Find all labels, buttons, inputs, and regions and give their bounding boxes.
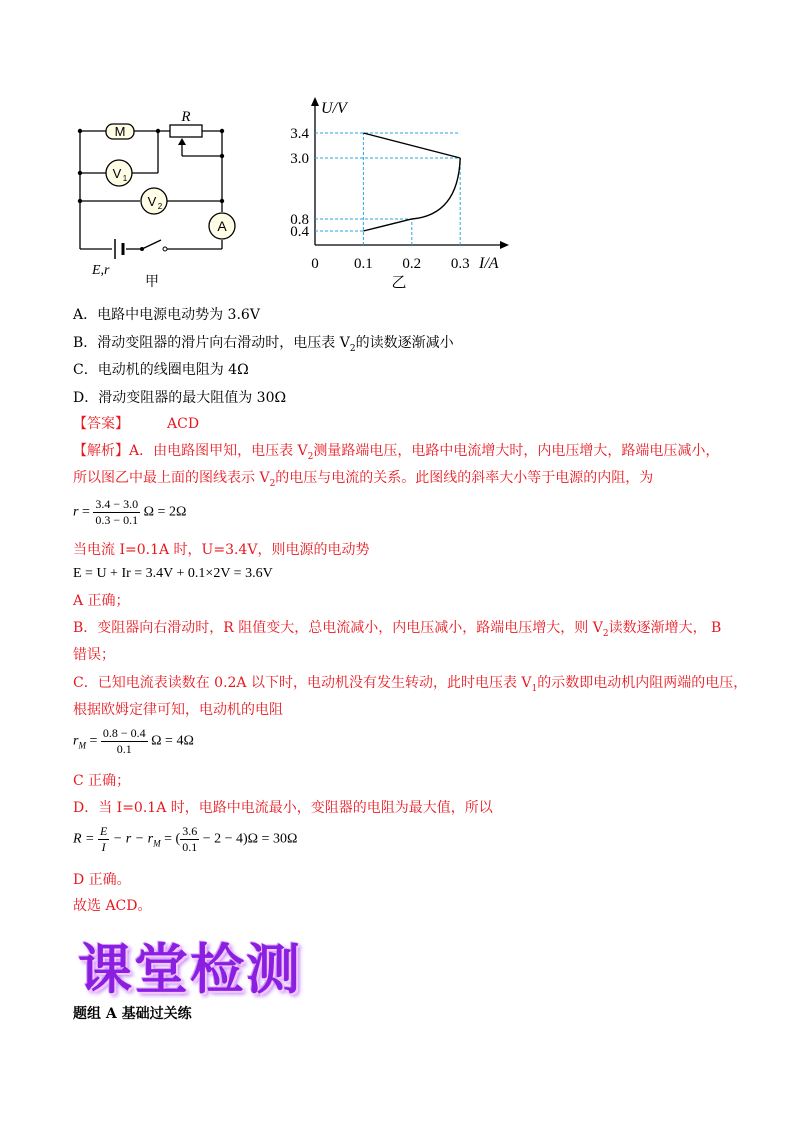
equation-emf: E = U + Ir = 3.4V + 0.1×2V = 3.6V: [73, 566, 273, 581]
analysis-l2-sub: 2: [269, 478, 276, 489]
analysis-l7-post: 的示数即电动机内阻两端的电压，: [537, 675, 748, 691]
tick-labels: [290, 126, 469, 272]
answer-value: ACD: [167, 416, 200, 432]
analysis-line-2: [73, 468, 653, 494]
analysis-l7-pre: C．已知电流表读数在 0.2A 以下时，电动机没有发生转动，此时电压表 V: [73, 675, 532, 691]
analysis-l1-post: 测量路端电压，电路中电流增大时，内电压增大，路端电压减小，: [313, 443, 720, 459]
option-b-text: B．滑动变阻器的滑片向右滑动时，电压表 V: [73, 335, 350, 351]
grid-lines: [315, 133, 460, 245]
rheostat-box: [170, 125, 202, 137]
analysis-line-6: 错误；: [73, 647, 115, 663]
eq1-denominator: 0.3 − 0.1: [95, 513, 139, 527]
eq4-rhs: − 2 − 4)Ω = 30Ω: [202, 831, 298, 847]
slider-arrow-icon: [178, 138, 186, 145]
voltmeter-v2-symbol: [141, 188, 167, 214]
analysis-l7-sub: 1: [531, 683, 538, 694]
equation-max-rheostat: [73, 824, 297, 855]
eq3-fraction: [101, 726, 148, 757]
analysis-line-11: D 正确。: [73, 872, 131, 888]
option-c: C．电动机的线圈电阻为 4Ω: [73, 362, 249, 378]
section-title: 题组 A 基础过关练: [73, 1006, 192, 1022]
eq4-lhs: R =: [73, 831, 95, 847]
analysis-line-12: 故选 ACD。: [73, 898, 152, 914]
eq4-f1-denominator: I: [101, 840, 106, 854]
v2-sub-label: 2: [157, 202, 163, 211]
analysis-l1-pre: 【解析】A．由电路图甲知，电压表 V: [73, 443, 308, 459]
equation-internal-resistance: r = $\frac{3.4 - 3.0}{0.3 - 0.1}$ Ω = 2Ω: [73, 497, 187, 527]
ui-graph: [275, 95, 525, 295]
eq4-mid-sub: M: [153, 838, 161, 849]
analysis-line-10: D．当 I=0.1A 时，电路中电流最小，变阻器的电阻为最大值，所以: [73, 800, 493, 816]
analysis-line-8: 根据欧姆定律可知，电动机的电阻: [73, 702, 283, 718]
ammeter-label: A: [217, 218, 227, 234]
x-axis-label: I/A: [479, 255, 499, 272]
eq3-rhs: Ω = 4Ω: [151, 733, 194, 749]
option-a: A．电路中电源电动势为 3.6V: [73, 307, 260, 323]
analysis-line-4: A 正确；: [73, 593, 130, 609]
analysis-l5-pre: B．变阻器向右滑动时，R 阻值变大，总电流减小，内电压减小，路端电压增大，则 V: [73, 620, 603, 636]
option-b: [73, 333, 454, 359]
y-axis-arrow-icon: [311, 97, 319, 106]
eq3-denominator: 0.1: [116, 742, 132, 756]
source-label: E,r: [92, 263, 110, 278]
circuit-caption: 甲: [145, 274, 159, 290]
eq4-fraction-1: [98, 824, 109, 855]
ammeter-symbol: [209, 213, 235, 239]
v2-label: V: [147, 194, 157, 209]
eq3-lhs: r: [73, 733, 79, 749]
series-line-v1: [363, 158, 460, 231]
v1-sub-label: 1: [122, 174, 128, 183]
eq1-lhs: r: [73, 504, 79, 520]
analysis-l5-sub: 2: [602, 628, 609, 639]
y-tick-label: 3.4: [290, 126, 309, 142]
v1-label: V: [112, 166, 122, 181]
origin-label: 0: [311, 256, 319, 272]
eq4-fraction-2: [180, 824, 199, 855]
option-b-text-end: 的读数逐渐减小: [355, 335, 454, 351]
classroom-test-banner: [72, 925, 330, 1001]
y-axis-label: U/V: [321, 100, 347, 117]
analysis-line-7: [73, 673, 747, 699]
analysis-l1-sub: 2: [307, 451, 314, 462]
x-axis-arrow-icon: [500, 241, 509, 249]
motor-symbol: [106, 124, 134, 139]
analysis-line-3: 当电流 I=0.1A 时，U=3.4V，则电源的电动势: [73, 542, 370, 558]
voltmeter-v1-symbol: [106, 160, 132, 186]
option-d: D．滑动变阻器的最大阻值为 30Ω: [73, 390, 287, 406]
resistor-label: R: [181, 109, 191, 125]
eq4-f2-denominator: 0.1: [182, 840, 198, 854]
eq4-mid: − r − r: [112, 831, 154, 847]
eq1-fraction: [93, 497, 140, 528]
y-tick-label: 0.8: [290, 212, 309, 228]
x-tick-label: 0.2: [402, 256, 422, 272]
eq1-rhs: Ω = 2Ω: [143, 504, 187, 520]
eq3-numerator: 0.8 − 0.4: [102, 726, 146, 740]
x-tick-label: 0.3: [450, 256, 470, 272]
analysis-line-5: [73, 618, 721, 644]
answer-line: [73, 414, 199, 434]
series-line-v2: [363, 133, 460, 158]
y-tick-label: 0.4: [290, 224, 309, 240]
analysis-l2-post: 的电压与电流的关系。此图线的斜率大小等于电源的内阻，为: [275, 470, 654, 486]
eq4-f1-numerator: E: [100, 824, 108, 838]
motor-label: M: [114, 124, 126, 139]
analysis-line-9: C 正确；: [73, 773, 131, 789]
circuit-diagram: [70, 100, 250, 290]
graph-caption: 乙: [391, 273, 407, 291]
eq4-f2-numerator: 3.6: [182, 824, 198, 838]
eq4-eq: = (: [164, 831, 181, 847]
y-tick-label: 3.0: [290, 151, 309, 167]
option-b-sub: 2: [349, 343, 356, 354]
analysis-l2-pre: 所以图乙中最上面的图线表示 V: [73, 470, 270, 486]
analysis-l5-post: 读数逐渐增大， B: [608, 620, 722, 636]
banner-text: 课堂检测: [78, 938, 302, 1001]
answer-label: 【答案】: [73, 416, 129, 432]
eq3-lhs-sub: M: [78, 740, 86, 751]
series-lines: [363, 133, 460, 231]
x-tick-label: 0.1: [354, 256, 373, 272]
analysis-line-1: [73, 441, 719, 467]
eq1-numerator: 3.4 − 3.0: [95, 497, 139, 511]
equation-motor-resistance: $r_M$ = $\frac{0.8 - 0.4}{0.1}$ Ω = 4Ω: [73, 726, 194, 756]
